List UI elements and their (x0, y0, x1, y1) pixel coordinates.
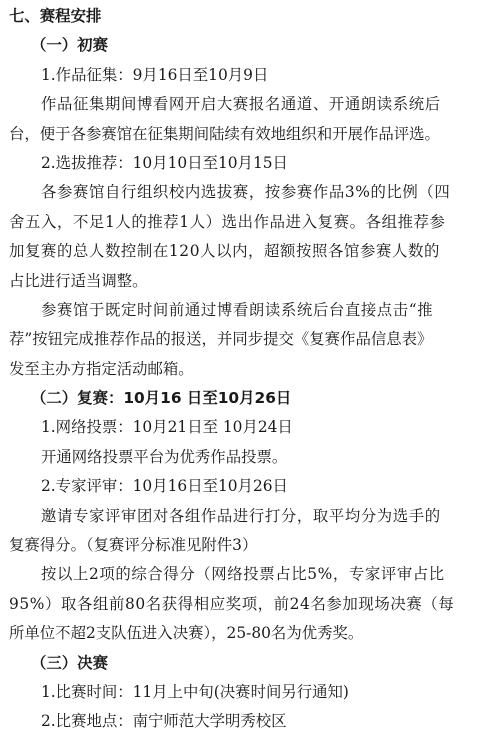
semifinal-item2-label: 2.专家评审：10月16日至10月26日 (41, 477, 288, 496)
paragraph-line: 占比进行适当调整。 (9, 271, 148, 290)
semifinal-heading: （二）复赛：10月16 日至10月26日 (31, 389, 292, 408)
preliminary-heading: （一）初赛 (31, 36, 108, 55)
paragraph-line: 邀请专家评审团对各组作品进行打分，取平均分为选手的 (41, 506, 441, 525)
paragraph-line: 台，便于各参赛馆在征集期间陆续有效地组织和开展作品评选。 (9, 124, 440, 143)
preliminary-item2-label: 2.选拔推荐：10月10日至10月15日 (41, 153, 288, 172)
paragraph-line: 舍五入，不足1人的推荐1人）选出作品进入复赛。各组推荐参 (9, 212, 446, 231)
paragraph-line: 作品征集期间博看网开启大赛报名通道、开通朗读系统后 (41, 95, 441, 114)
final-item1-label: 1.比赛时间：11月上中旬(决赛时间另行通知) (41, 682, 349, 701)
paragraph-line: 发至主办方指定活动邮箱。 (9, 359, 194, 378)
paragraph-line: 复赛得分。（复赛评分标准见附件3） (9, 536, 258, 555)
paragraph-line: 95%）取各组前80名获得相应奖项，前24名参加现场决赛（每 (9, 594, 455, 613)
semifinal-item1-label: 1.网络投票：10月21日至 10月24日 (41, 418, 293, 437)
final-item2-label: 2.比赛地点：南宁师范大学明秀校区 (41, 712, 287, 731)
paragraph-line: 按以上2项的综合得分（网络投票占比5%，专家评审占比 (41, 565, 445, 584)
paragraph-line: 开通网络投票平台为优秀作品投票。 (41, 447, 288, 466)
preliminary-item1-label: 1.作品征集：9月16日至10月9日 (41, 65, 269, 84)
paragraph-line: 荐”按钮完成推荐作品的报送，并同步提交《复赛作品信息表》 (9, 330, 433, 349)
paragraph-line: 各参赛馆自行组织校内选拔赛，按参赛作品3%的比例（四 (41, 183, 451, 202)
section-title: 七、赛程安排 (9, 7, 102, 25)
paragraph-line: 加复赛的总人数控制在120人以内，超额按照各馆参赛人数的 (9, 242, 440, 261)
paragraph-line: 参赛馆于既定时间前通过博看朗读系统后台直接点击“推 (41, 300, 434, 319)
final-heading: （三）决赛 (31, 653, 108, 672)
paragraph-line: 所单位不超2支队伍进入决赛），25-80名为优秀奖。 (9, 624, 364, 643)
